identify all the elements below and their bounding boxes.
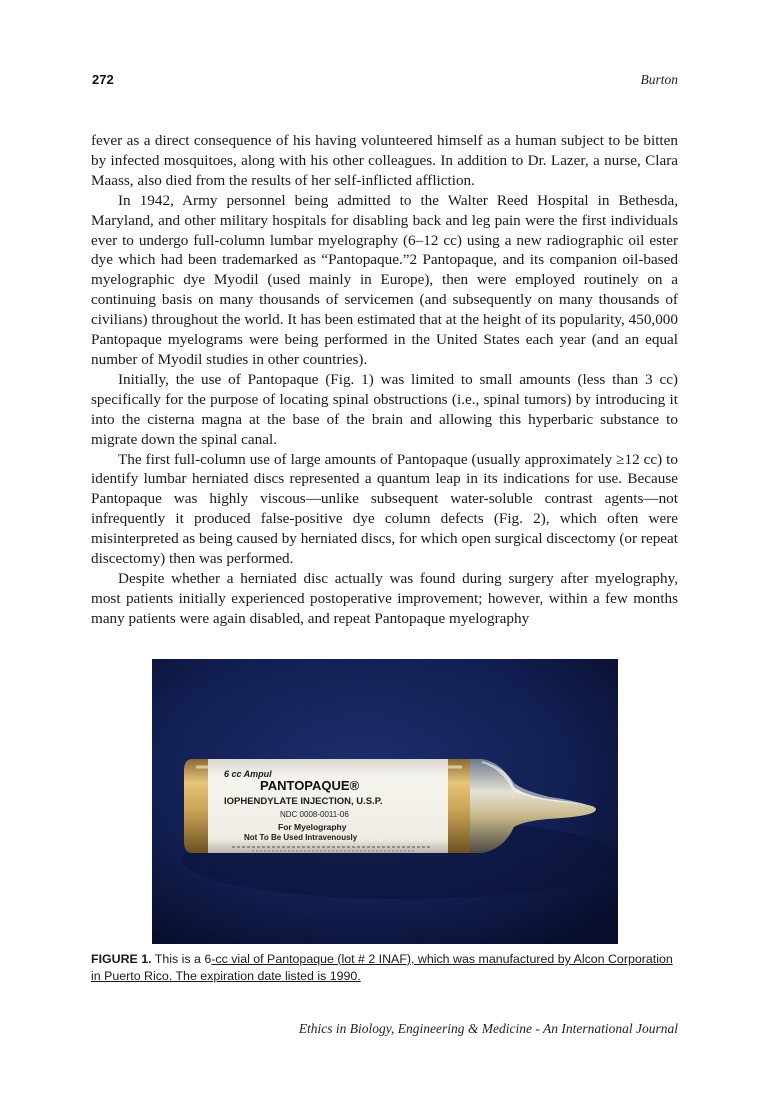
footer-journal-title: Ethics in Biology, Engineering & Medicine - An International Journal <box>298 1021 678 1036</box>
figure-1-photo <box>152 659 618 944</box>
label-line-5: For Myelography <box>278 822 347 832</box>
paragraph-2: In 1942, Army personnel being admitted to the Walter Reed Hospital in Bethesda, Maryland, and other military hospitals for disabling back and leg pain were the first individuals ever to undergo full-column lumbar myelography (6–12 cc) using a new radiographic oil ester dye which had been trademarked as “Pantopaque.”2 Pantopaque, and its companion oil-based myelographic dye Myodil (used mainly in Europe), then were employed routinely on a continuing basis on many thousands of servicemen (and subsequently on many thousands of civilians) throughout the world. It has been estimated that at the height of its popularity, 450,000 Pantopaque myelograms were being performed in the United States each year (and an equal number of Myodil studies in other countries). <box>91 191 678 368</box>
label-line-2: PANTOPAQUE® <box>260 778 360 793</box>
label-line-6: Not To Be Used Intravenously <box>244 833 358 842</box>
paragraph-1: fever as a direct consequence of his having volunteered himself as a human subject to be bitten by infected mosquitoes, along with his other colleagues. In addition to Dr. Lazer, a nurse, Clara Maass, also died from the results of her self-inflicted affliction. <box>91 132 678 189</box>
running-head-author: Burton <box>640 72 678 87</box>
figure-caption <box>91 951 681 985</box>
label-line-3: IOPHENDYLATE INJECTION, U.S.P. <box>224 796 383 807</box>
figure-caption-part-1: This is a 6 <box>151 952 212 966</box>
vial-photo <box>152 659 618 944</box>
paragraph-3: Initially, the use of Pantopaque (Fig. 1) was limited to small amounts (less than 3 cc) specifically for the purpose of locating spinal obstructions (i.e., spinal tumors) by introducing it into the cisterna magna at the base of the brain and allowing this hyperbaric substance to migrate down the spinal canal. <box>91 370 678 448</box>
body-text <box>91 131 678 629</box>
figure-caption-part-2: -cc vial of Pantopaque ( <box>211 952 342 966</box>
paragraph-5: Despite whether a herniated disc actually was found during surgery after myelography, most patients initially experienced postoperative improvement; however, within a few months many patients were again disabled, and repeat Pantopaque myelography <box>91 569 678 627</box>
page-number: 272 <box>92 72 114 87</box>
figure-caption-label: FIGURE 1. <box>91 952 152 966</box>
label-line-1: 6 cc Ampul <box>224 769 272 779</box>
paragraph-4: The first full-column use of large amounts of Pantopaque (usually approximately ≥12 cc) to identify lumbar herniated discs represented a quantum leap in its indications for use. Because Pantopaque was highly viscous—unlike subsequent water-soluble contrast agents—not infrequently it produced false-positive dye column defects (Fig. 2), which often were misinterpreted as being caused by herniated discs, for which open surgical discectomy (or repeat discectomy) then was performed. <box>91 450 678 568</box>
label-line-4: NDC 0008-0011-06 <box>280 810 349 819</box>
figure-caption-part-3: lot # 2 INAF), which was manufactured by Alcon Corporation in Puerto Rico. The expiration date listed is 1990. <box>91 952 673 983</box>
